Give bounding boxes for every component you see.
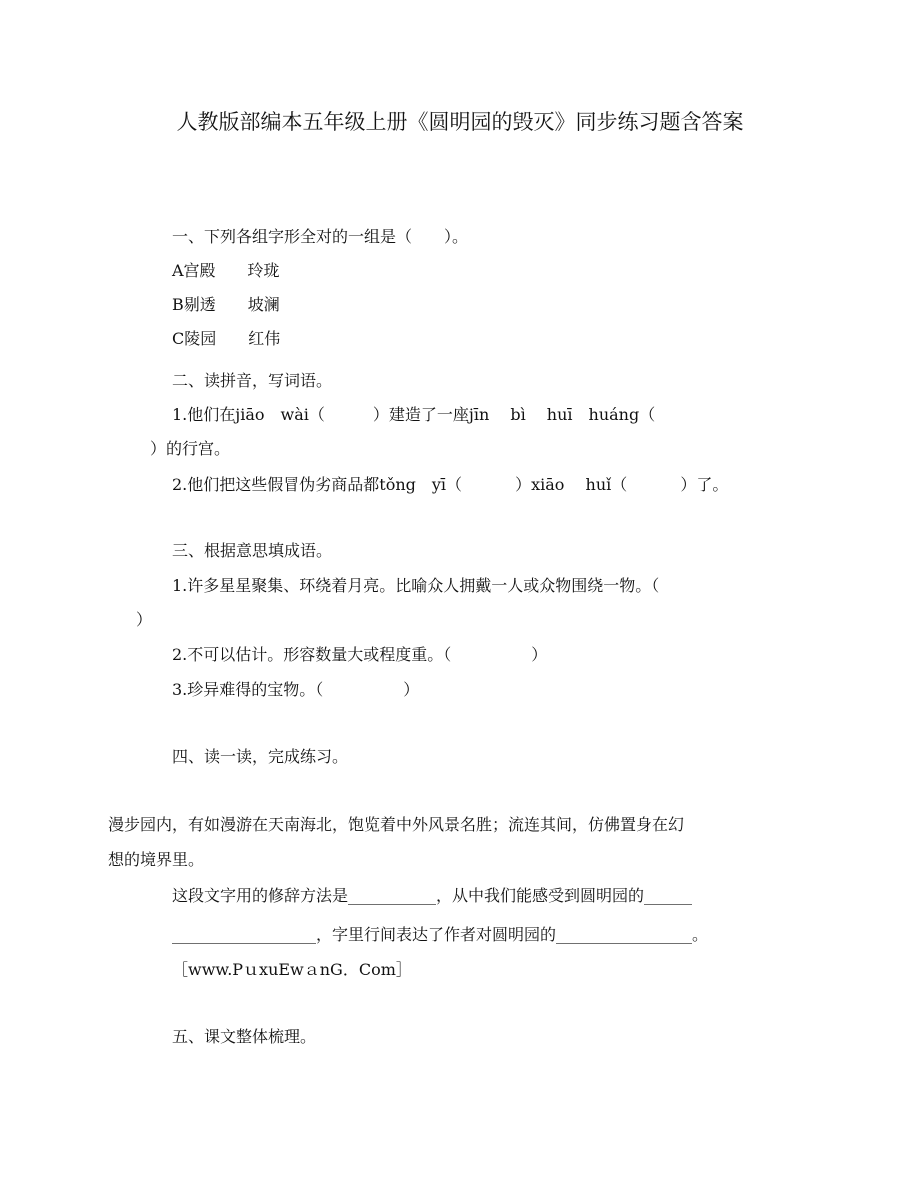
q3-heading: 三、根据意思填成语。: [172, 541, 333, 560]
q3-line1: 1.许多星星聚集、环绕着月亮。比喻众人拥戴一人或众物围绕一物。（: [172, 576, 660, 595]
q1-heading: 一、下列各组字形全对的一组是（ ）。: [172, 227, 469, 246]
q2-heading: 二、读拼音，写词语。: [172, 371, 333, 390]
q3-line3: 3.珍异难得的宝物。（ ）: [172, 680, 420, 699]
q4-passage-line1: 漫步园内，有如漫游在天南海北，饱览着中外风景名胜；流连其间，仿佛置身在幻: [108, 815, 685, 834]
q3-line2: 2.不可以估计。形容数量大或程度重。（ ）: [172, 645, 548, 664]
source-watermark: ［www.PｕxuEwａnG．Com］: [172, 960, 412, 979]
q1-option-c: C陵园 红伟: [172, 329, 281, 348]
q4-task-line2: __________________，字里行间表达了作者对圆明园的_________________。: [172, 925, 709, 944]
document-title: 人教版部编本五年级上册《圆明园的毁灭》同步练习题含答案: [176, 110, 744, 134]
q3-line1-cont: ）: [136, 610, 153, 629]
q4-heading: 四、读一读，完成练习。: [172, 747, 349, 766]
q2-line1-cont: ）的行宫。: [150, 439, 231, 458]
q4-task-line1: 这段文字用的修辞方法是___________，从中我们能感受到圆明园的______: [172, 886, 693, 905]
q2-line2: 2.他们把这些假冒伪劣商品都tǒng yī（ ）xiāo huǐ（ ）了。: [172, 475, 729, 494]
q1-option-a: A宫殿 玲珑: [172, 261, 280, 280]
q5-heading: 五、课文整体梳理。: [172, 1027, 317, 1046]
q4-passage-line2: 想的境界里。: [108, 850, 205, 869]
q2-line1: 1.他们在jiāo wài（ ）建造了一座jīn bì huī huáng（: [172, 405, 656, 424]
q1-option-b: B剔透 坡澜: [172, 295, 280, 314]
